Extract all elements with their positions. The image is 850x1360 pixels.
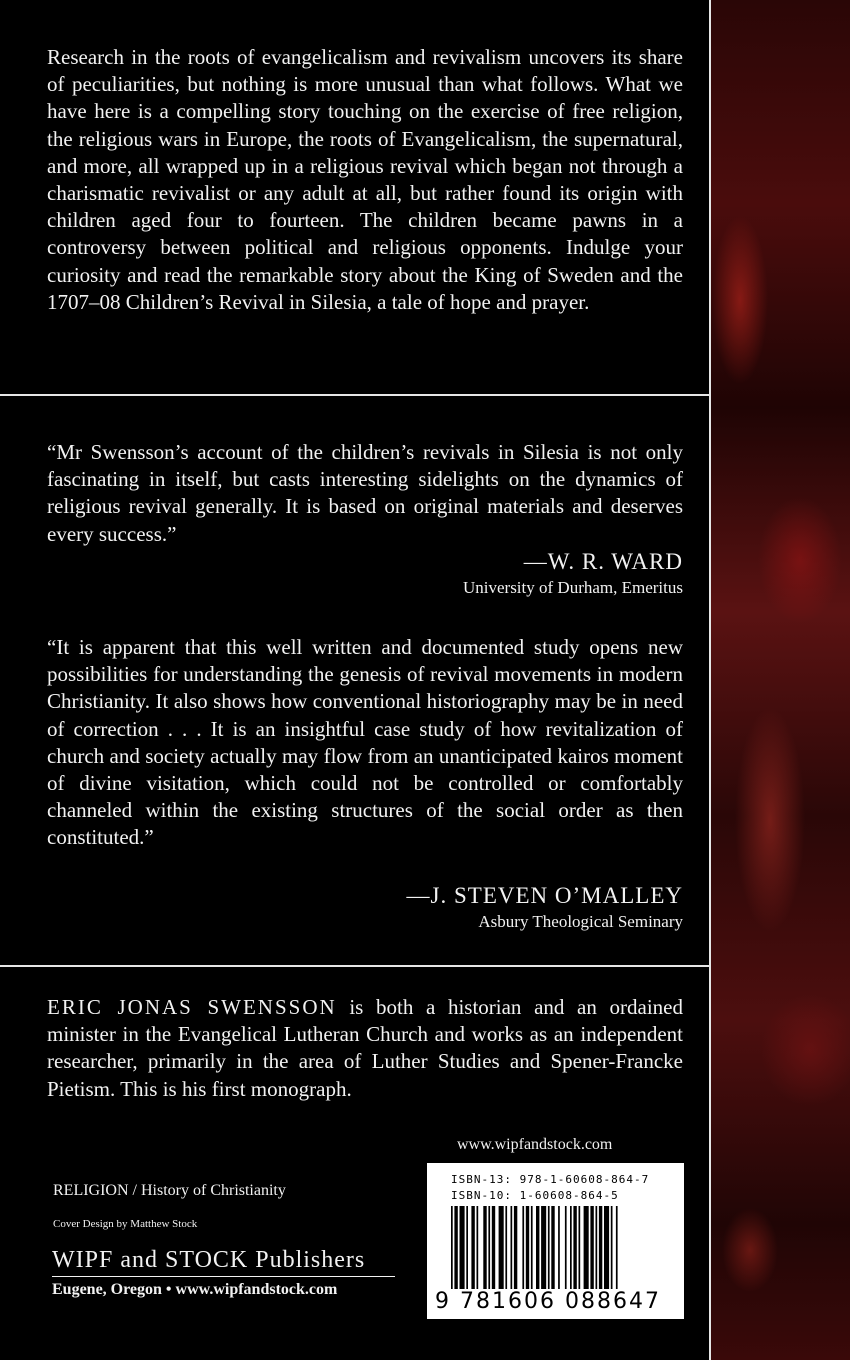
barcode-bars <box>451 1206 675 1298</box>
section-divider <box>0 965 711 967</box>
isbn-10: ISBN-10: 1-60608-864-5 <box>451 1189 619 1202</box>
barcode-bar <box>492 1206 495 1298</box>
endorsement-name-1: —W. R. WARD <box>523 549 683 574</box>
barcode-bar <box>526 1206 529 1298</box>
author-name: ERIC JONAS SWENSSON <box>47 995 337 1019</box>
barcode-bar <box>579 1206 581 1298</box>
barcode-bar <box>505 1206 507 1298</box>
cover-art-strip <box>710 0 850 1360</box>
book-description: Research in the roots of evangelicalism and revivalism uncovers its share of peculiarities, but nothing is more unusual than what follows. What we have here is a compelling story touching on the exercise of free religion, the religious wars in Europe, the roots of Evangelicalism, the supernatural, and more, all wrapped up in a religious revival which began not through a charismatic revivalist or any adult at all, but rather found its origin with children aged four to fourteen. The children became pawns in a controversy between political and religious opponents. Indulge your curiosity and read the remarkable story about the King of Sweden and the 1707–08 Children’s Revival in Silesia, a tale of hope and prayer. <box>47 45 683 314</box>
subject-category: RELIGION / History of Christianity <box>53 1182 286 1199</box>
barcode-bar <box>551 1206 554 1298</box>
isbn-barcode <box>427 1163 684 1319</box>
barcode-bar <box>488 1206 490 1298</box>
endorsement-affiliation-1: University of Durham, Emeritus <box>462 578 683 597</box>
endorsement-quote-1: “Mr Swensson’s account of the children’s revivals in Silesia is not only fascinating in itself, but casts interesting sidelights on the dynamics of religious revival generally. It is based on original materials and deserves every success.” <box>47 440 683 546</box>
barcode-bar <box>514 1206 517 1298</box>
barcode-bar <box>499 1206 504 1298</box>
barcode-bar <box>483 1206 486 1298</box>
cover-credit: Cover Design by Matthew Stock <box>53 1218 198 1230</box>
isbn-13: ISBN-13: 978-1-60608-864-7 <box>451 1173 650 1186</box>
barcode-bar <box>531 1206 533 1298</box>
publisher-rule <box>52 1276 395 1277</box>
barcode-bar <box>596 1206 598 1298</box>
vertical-divider <box>709 0 711 1360</box>
barcode-bar <box>565 1206 567 1298</box>
barcode-bar <box>466 1206 468 1298</box>
barcode-bar <box>548 1206 550 1298</box>
endorsement-quote-2: “It is apparent that this well written and documented study opens new possibilities for understanding the genesis of revival movements in modern Christianity. It also shows how conventional historiography may be in need of correction . . . It is an insightful case study of how revitalization of church and society actually may flow from an unanticipated kairos moment of divine visitation, which could not be controlled or comfortably channeled within the existing structures of the social order as then constituted.” <box>47 635 683 850</box>
barcode-bar <box>522 1206 524 1298</box>
barcode-bar <box>604 1206 609 1298</box>
barcode-bar <box>454 1206 457 1298</box>
barcode-bar <box>460 1206 465 1298</box>
barcode-bar <box>599 1206 602 1298</box>
publisher-name: WIPF and STOCK Publishers <box>52 1247 366 1273</box>
author-bio-text: is both a historian and an ordained minister in the Evangelical Lutheran Church and works as an independent researcher, primarily in the area of Luther Studies and Spener-Francke Pietism. This is his first monograph. <box>47 995 683 1101</box>
barcode-bar <box>511 1206 513 1298</box>
barcode-bar <box>584 1206 589 1298</box>
section-divider <box>0 394 711 396</box>
endorsement-affiliation-2: Asbury Theological Seminary <box>478 912 683 931</box>
barcode-bar <box>616 1206 618 1298</box>
publisher-address: Eugene, Oregon • www.wipfandstock.com <box>52 1281 338 1298</box>
barcode-bar <box>536 1206 539 1298</box>
barcode-bar <box>541 1206 546 1298</box>
endorsement-name-2: —J. STEVEN O’MALLEY <box>406 883 683 908</box>
barcode-bar <box>477 1206 479 1298</box>
barcode-bar <box>471 1206 474 1298</box>
publisher-website: www.wipfandstock.com <box>457 1136 613 1153</box>
barcode-bar <box>573 1206 576 1298</box>
barcode-bar <box>451 1206 453 1298</box>
barcode-bar <box>611 1206 613 1298</box>
barcode-bar <box>590 1206 593 1298</box>
barcode-bar <box>570 1206 572 1298</box>
barcode-bar <box>558 1206 560 1298</box>
author-bio <box>47 994 683 1103</box>
barcode-digits: 9 781606 088647 <box>435 1289 680 1315</box>
